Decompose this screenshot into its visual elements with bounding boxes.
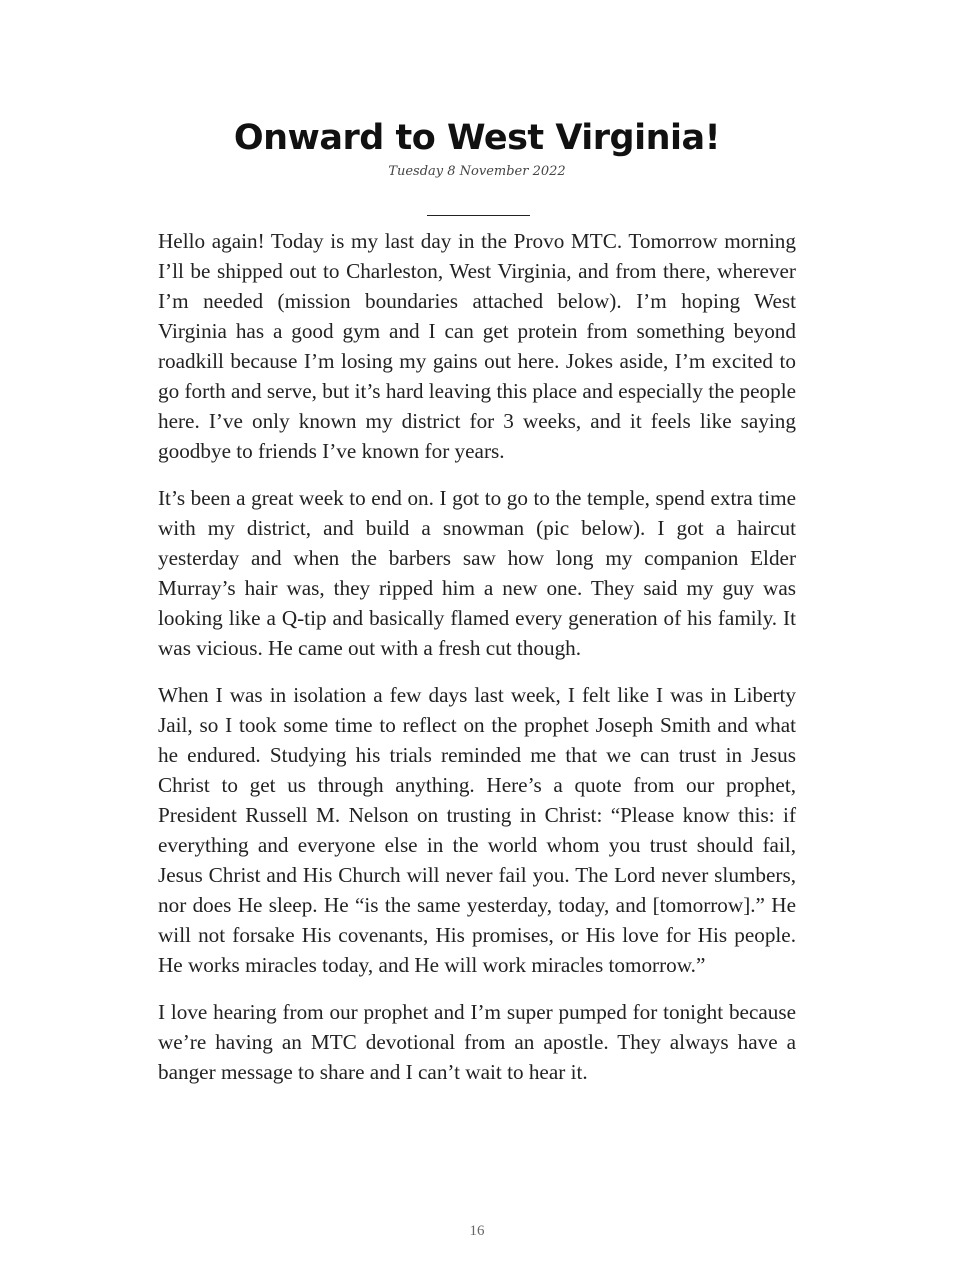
post-date: Tuesday 8 November 2022 <box>388 164 566 179</box>
page-title: Onward to West Virginia! <box>233 118 721 158</box>
article-body <box>158 226 796 1104</box>
divider <box>427 215 530 216</box>
paragraph: When I was in isolation a few days last week, I felt like I was in Liberty Jail, so I took some time to reflect on the prophet Joseph Smith and what he endured. Studying his trials reminded me that we can trust in Jesus Christ to get us through anything. Here’s a quote from our prophet, President Russell M. Nelson on trusting in Christ: “Please know this: if everything and everyone else in the world whom you trust should fail, Jesus Christ and His Church will never fail you. The Lord never slumbers, nor does He sleep. He “is the same yesterday, today, and [tomorrow].” He will not forsake His covenants, His promises, or His love for His people. He works miracles today, and He will work miracles tomorrow.” <box>158 683 796 977</box>
paragraph: It’s been a great week to end on. I got to go to the temple, spend extra time with my district, and build a snowman (pic below). I got a haircut yesterday and when the barbers saw how long my companion Elder Murray’s hair was, they ripped him a new one. They said my guy was looking like a Q-tip and basically flamed every generation of his family. It was vicious. He came out with a fresh cut though. <box>158 486 796 660</box>
page-number: 16 <box>469 1223 485 1239</box>
paragraph: Hello again! Today is my last day in the Provo MTC. Tomorrow morning I’ll be shipped out to Charleston, West Virginia, and from there, wherever I’m needed (mission boundaries attached below). I’m hoping West Virginia has a good gym and I can get protein from something beyond roadkill because I’m losing my gains out here. Jokes aside, I’m excited to go forth and serve, but it’s hard leaving this place and especially the people here. I’ve only known my district for 3 weeks, and it feels like saying goodbye to friends I’ve known for years. <box>158 229 796 463</box>
paragraph: I love hearing from our prophet and I’m super pumped for tonight because we’re having an MTC devotional from an apostle. They always have a banger message to share and I can’t wait to hear it. <box>158 1000 796 1084</box>
